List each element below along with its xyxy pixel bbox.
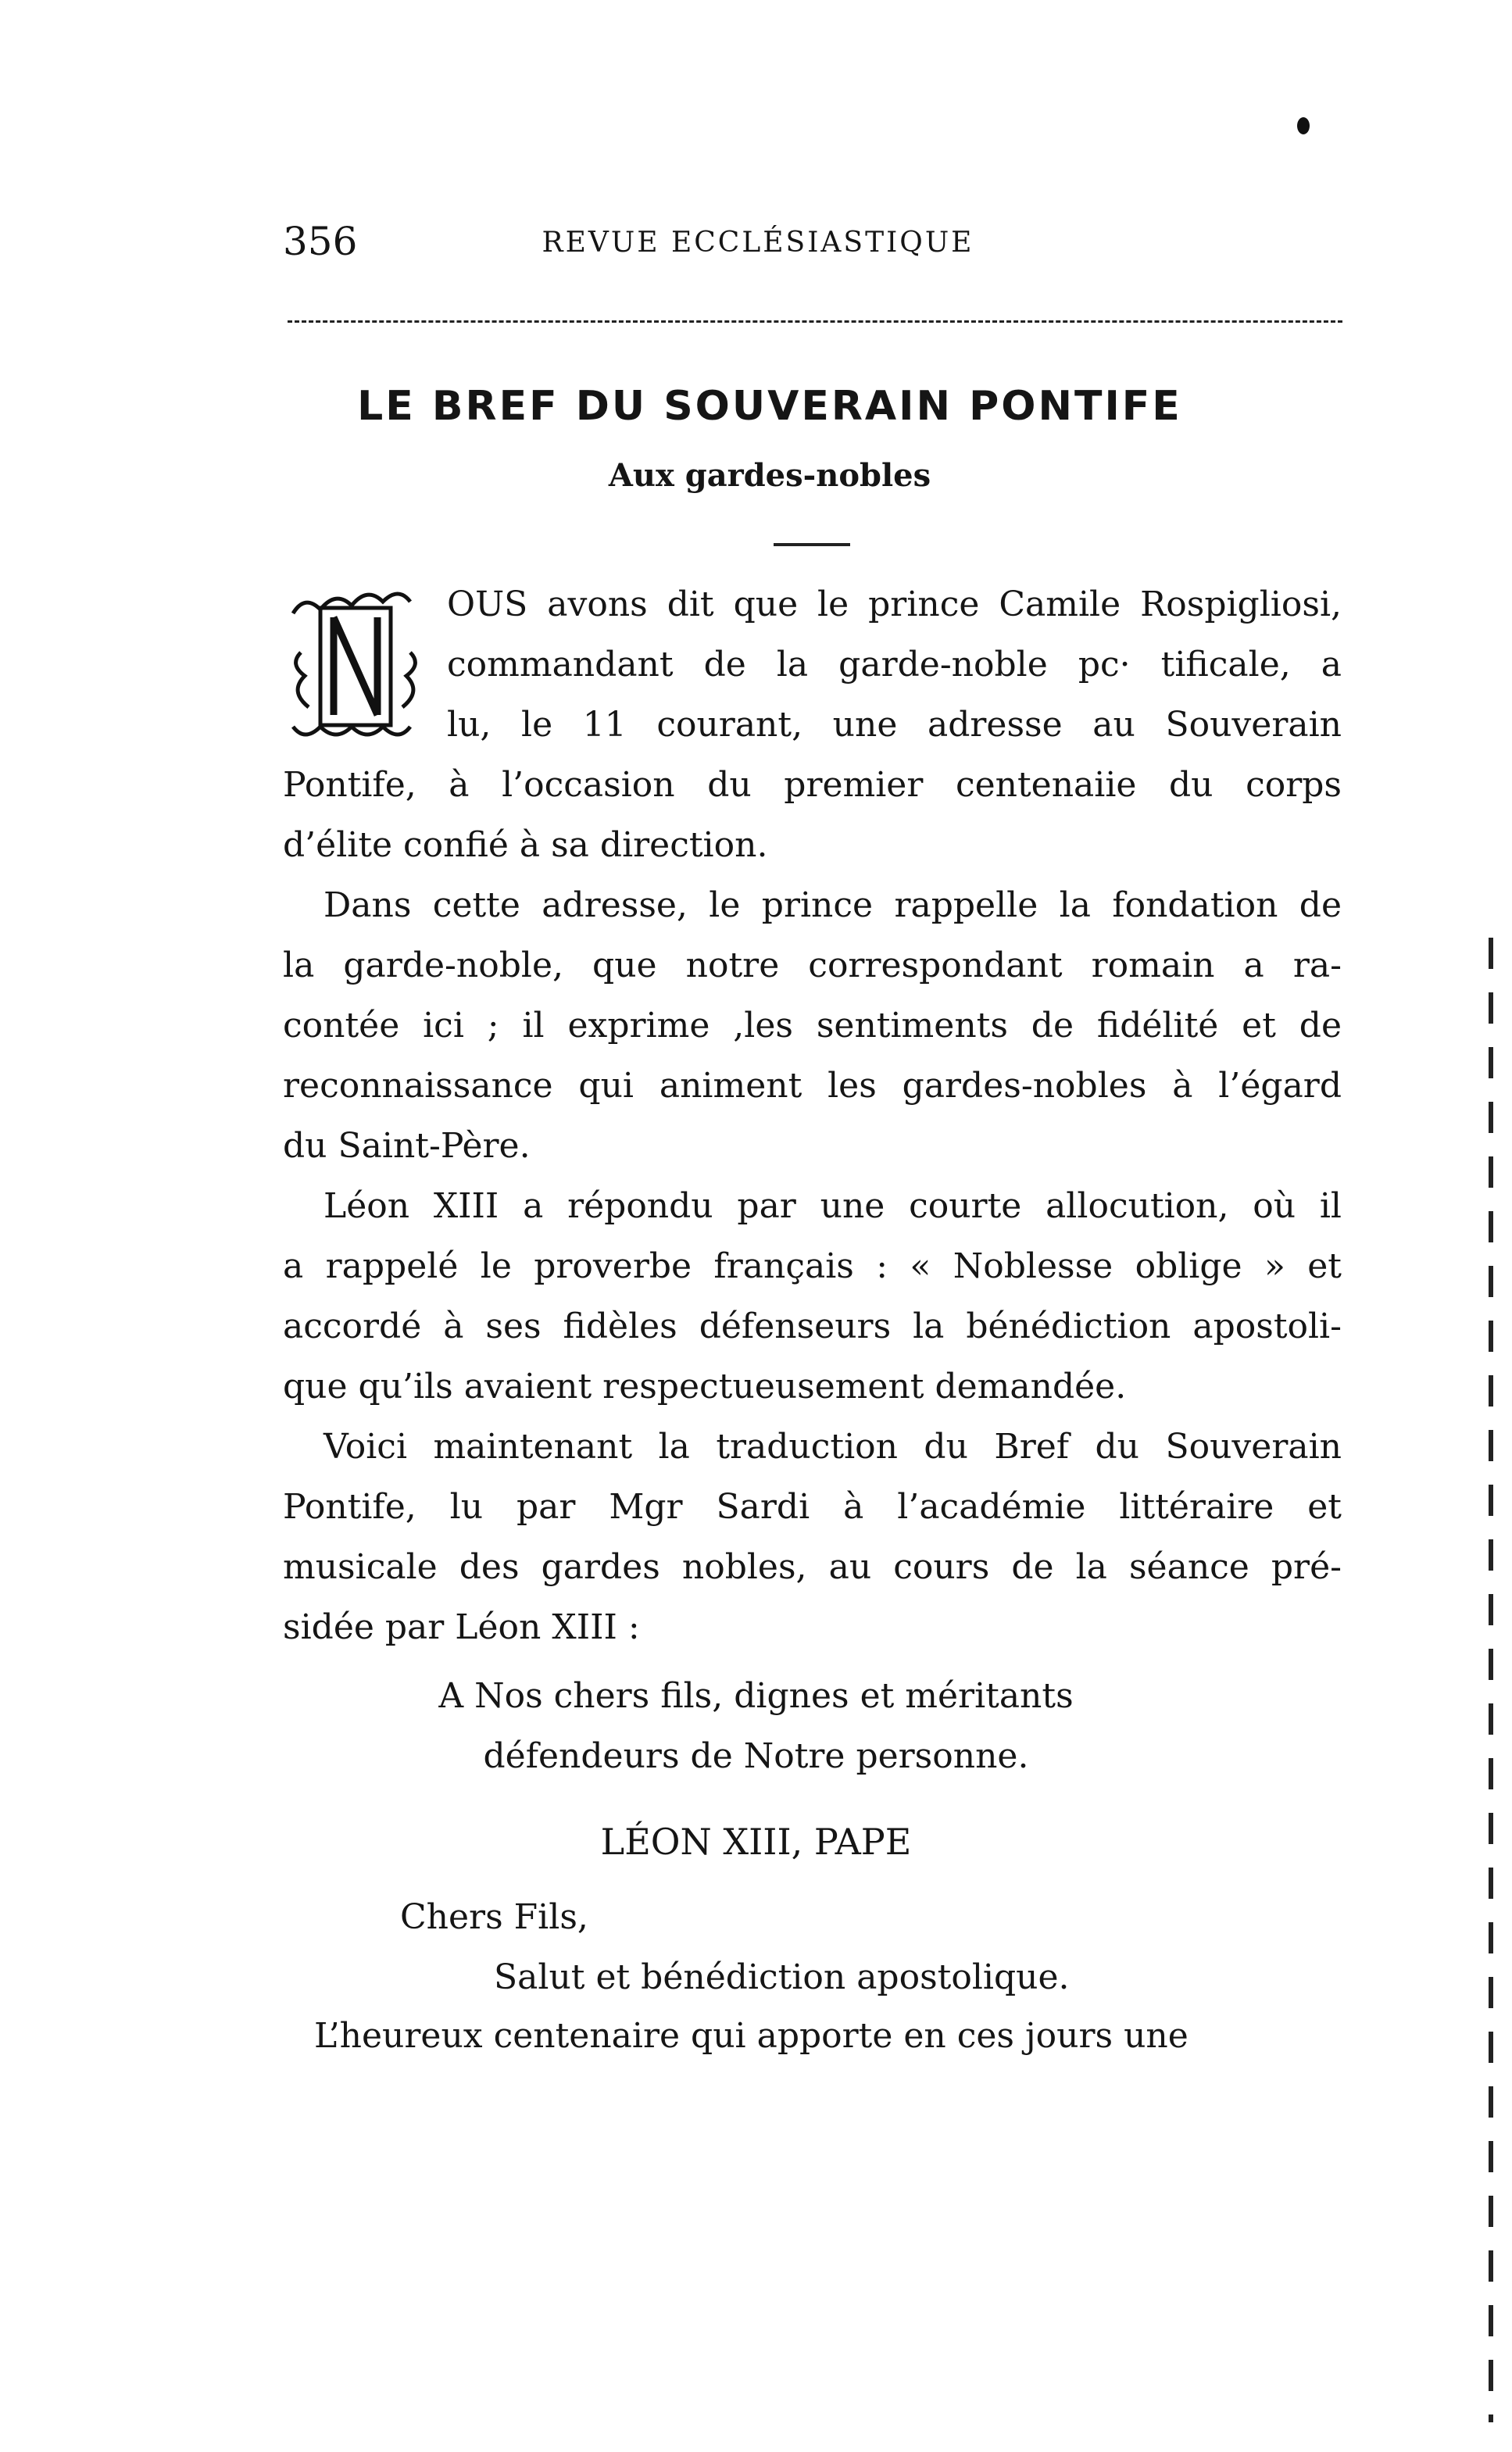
ink-dot <box>1297 117 1310 134</box>
running-title: REVUE ECCLÉSIASTIQUE <box>542 227 974 259</box>
address-line-1: A Nos chers fils, dignes et méritants <box>438 1676 1074 1716</box>
body-line: Léon XIII a répondu par une courte allocution, où il <box>323 1186 1342 1226</box>
body-line: sidée par Léon XIII : <box>283 1607 640 1647</box>
body-line: musicale des gardes nobles, au cours de la séance pré- <box>283 1547 1342 1587</box>
body-line: du Saint-Père. <box>283 1126 531 1166</box>
blessing: Salut et bénédiction apostolique. <box>494 1957 1070 1997</box>
page-number: 356 <box>283 219 358 264</box>
body-line: commandant de la garde-noble pc· tificale, a <box>447 645 1342 684</box>
body-line: reconnaissance qui animent les gardes-nobles à l’égard <box>283 1066 1342 1106</box>
article-body <box>283 574 1342 1657</box>
body-line: OUS avons dit que le prince Camile Rospigliosi, <box>447 584 1342 624</box>
title-rule <box>774 543 850 546</box>
address-line-2: défendeurs de Notre personne. <box>483 1736 1029 1776</box>
body-line: contée ici ; il exprime ,les sentiments de fidélité et de <box>283 1006 1342 1045</box>
body-line: a rappelé le proverbe français : « Noblesse oblige » et <box>283 1246 1342 1286</box>
body-line: Pontife, à l’occasion du premier centenaiie du corps <box>283 765 1342 805</box>
body-line: que qu’ils avaient respectueusement demandée. <box>283 1367 1127 1407</box>
salutation: Chers Fils, <box>400 1897 588 1937</box>
article-title: LE BREF DU SOUVERAIN PONTIFE <box>357 383 1182 430</box>
body-line: d’élite confié à sa direction. <box>283 825 768 865</box>
header-rule <box>288 320 1342 323</box>
pope-heading: LÉON XIII, PAPE <box>600 1821 912 1863</box>
body-line: Dans cette adresse, le prince rappelle la fondation de <box>323 885 1342 925</box>
article-subtitle: Aux gardes-nobles <box>608 457 931 494</box>
body-line: accordé à ses fidèles défenseurs la bénédiction apostoli- <box>283 1306 1342 1346</box>
body-line: la garde-noble, que notre correspondant romain a ra- <box>283 945 1342 985</box>
body-line: lu, le 11 courant, une adresse au Souverain <box>447 705 1342 745</box>
body-line: L’heureux centenaire qui apporte en ces jours une <box>314 2016 1189 2056</box>
body-line: Pontife, lu par Mgr Sardi à l’académie littéraire et <box>283 1487 1342 1527</box>
body-line: Voici maintenant la traduction du Bref du Souverain <box>323 1427 1342 1467</box>
scan-edge-marks <box>1489 938 1493 2422</box>
